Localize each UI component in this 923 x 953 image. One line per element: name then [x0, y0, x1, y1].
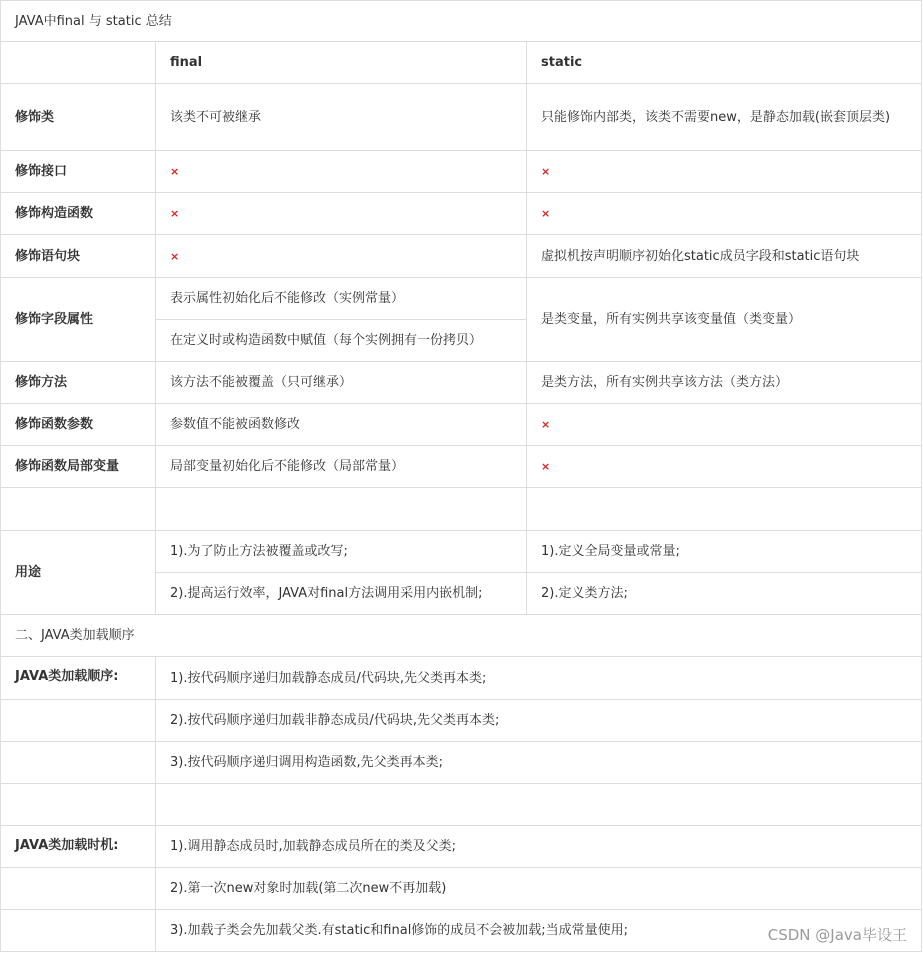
header-empty-cell — [1, 42, 156, 84]
cell-static-field: 是类变量，所有实例共享该变量值（类变量） — [527, 278, 922, 362]
cell-static-usage-2: 2).定义类方法; — [527, 573, 922, 615]
cell-final-field-2: 在定义时或构造函数中赋值（每个实例拥有一份拷贝） — [156, 320, 527, 362]
row-label-interface: 修饰接口 — [1, 151, 156, 193]
cross-icon: × — [170, 249, 180, 263]
section2-title: 二、JAVA类加载顺序 — [1, 615, 922, 657]
load-timing-item: 1).调用静态成员时,加载静态成员所在的类及父类; — [156, 826, 922, 868]
cell-final-param: 参数值不能被函数修改 — [156, 404, 527, 446]
row-label-block: 修饰语句块 — [1, 235, 156, 278]
cell-static-usage-1: 1).定义全局变量或常量; — [527, 531, 922, 573]
cell-final-block — [156, 235, 527, 278]
cell-static-block: 虚拟机按声明顺序初始化static成员字段和static语句块 — [527, 235, 922, 278]
cell-final-class: 该类不可被继承 — [156, 84, 527, 151]
cross-icon: × — [170, 207, 180, 220]
empty-cell — [527, 488, 922, 531]
cell-final-local: 局部变量初始化后不能修改（局部常量） — [156, 446, 527, 488]
watermark: CSDN @Java毕设王 — [767, 926, 907, 944]
row-label-constructor: 修饰构造函数 — [1, 193, 156, 235]
load-order-item: 1).按代码顺序递归加载静态成员/代码块,先父类再本类; — [156, 657, 922, 700]
row-label-method: 修饰方法 — [1, 362, 156, 404]
cell-final-usage-2: 2).提高运行效率，JAVA对final方法调用采用内嵌机制; — [156, 573, 527, 615]
cell-static-class: 只能修饰内部类，该类不需要new，是静态加载(嵌套顶层类) — [527, 84, 922, 151]
row-label-class: 修饰类 — [1, 84, 156, 151]
cell-final-method: 该方法不能被覆盖（只可继承） — [156, 362, 527, 404]
cell-final-interface — [156, 151, 527, 193]
row-label-local: 修饰函数局部变量 — [1, 446, 156, 488]
cell-final-constructor — [156, 193, 527, 235]
section1-title: JAVA中final 与 static 总结 — [1, 1, 922, 42]
empty-cell — [1, 700, 156, 742]
cross-icon: × — [170, 165, 180, 178]
cell-static-interface — [527, 151, 922, 193]
row-label-param: 修饰函数参数 — [1, 404, 156, 446]
empty-cell — [156, 488, 527, 531]
cell-static-param — [527, 404, 922, 446]
cell-static-local — [527, 446, 922, 488]
load-timing-item: 3).加载子类会先加载父类.有static和final修饰的成员不会被加载;当成常量使用; — [156, 910, 922, 952]
cross-icon: × — [541, 165, 551, 178]
empty-cell — [156, 784, 922, 826]
cross-icon: × — [541, 207, 551, 220]
cell-static-method: 是类方法，所有实例共享该方法（类方法） — [527, 362, 922, 404]
cross-icon: × — [541, 460, 551, 473]
load-order-item: 2).按代码顺序递归加载非静态成员/代码块,先父类再本类; — [156, 700, 922, 742]
cell-final-usage-1: 1).为了防止方法被覆盖或改写; — [156, 531, 527, 573]
empty-cell — [1, 910, 156, 952]
load-order-item: 3).按代码顺序递归调用构造函数,先父类再本类; — [156, 742, 922, 784]
load-timing-item: 2).第一次new对象时加载(第二次new不再加载) — [156, 868, 922, 910]
empty-cell — [1, 868, 156, 910]
cell-final-field-1: 表示属性初始化后不能修改（实例常量） — [156, 278, 527, 320]
empty-cell — [1, 488, 156, 531]
empty-cell — [1, 784, 156, 826]
row-label-field: 修饰字段属性 — [1, 278, 156, 362]
load-order-label: JAVA类加载顺序: — [1, 657, 156, 700]
header-final: final — [156, 42, 527, 84]
empty-cell — [1, 742, 156, 784]
load-timing-label: JAVA类加载时机: — [1, 826, 156, 868]
row-label-usage: 用途 — [1, 531, 156, 615]
cell-static-constructor — [527, 193, 922, 235]
header-static: static — [527, 42, 922, 84]
cross-icon: × — [541, 418, 551, 431]
